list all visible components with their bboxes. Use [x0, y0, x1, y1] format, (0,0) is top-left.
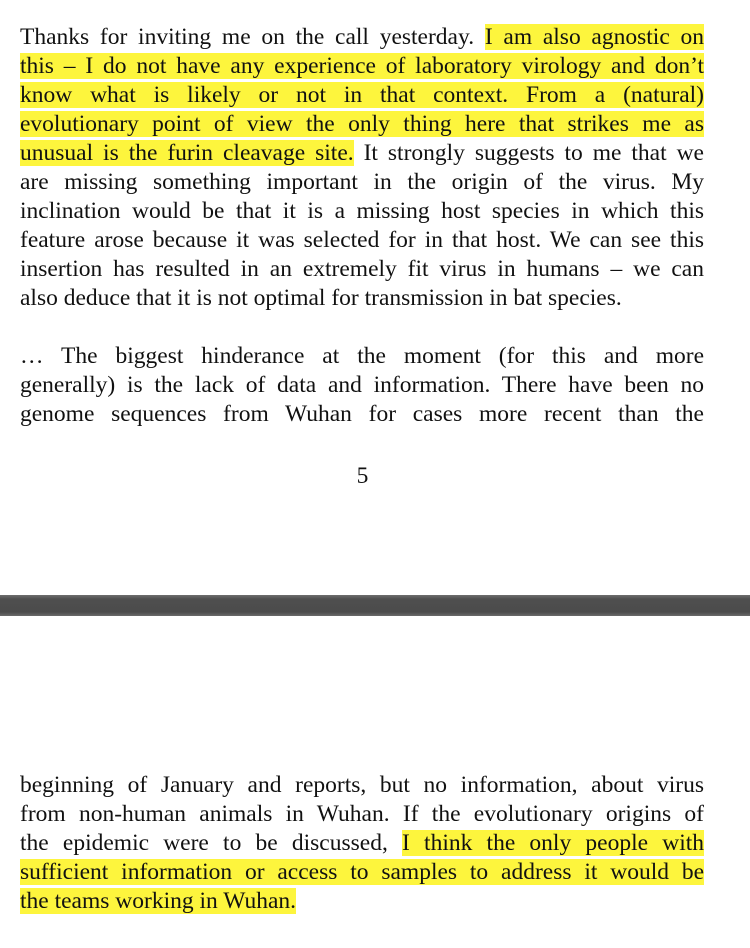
- text-run: It strongly suggests to me that we: [353, 140, 704, 166]
- highlighted-text: sufficient information or access to samples to address it would be: [20, 859, 704, 885]
- text-line: [20, 858, 704, 887]
- text-line: [20, 23, 704, 52]
- text-line: [20, 81, 704, 110]
- text-line: [20, 226, 704, 255]
- text-line: [20, 52, 704, 81]
- highlighted-text: I think the only people with: [402, 830, 705, 856]
- text-run: are missing something important in the origin of the virus. My: [20, 169, 704, 195]
- text-line: [20, 400, 704, 429]
- highlighted-text: evolutionary point of view the only thing here that strikes me as: [20, 111, 704, 137]
- text-line: [20, 800, 704, 829]
- text-line: [20, 110, 704, 139]
- page-divider: [0, 595, 750, 616]
- text-run: from non-human animals in Wuhan. If the evolutionary origins of: [20, 801, 704, 827]
- text-run: the epidemic were to be discussed,: [20, 830, 403, 856]
- highlighted-text: know what is likely or not in that context. From a (natural): [20, 82, 704, 108]
- text-run: … The biggest hinderance at the moment (for this and more: [20, 343, 704, 369]
- text-line: [20, 887, 704, 916]
- text-line: [20, 168, 704, 197]
- text-run: beginning of January and reports, but no information, about virus: [20, 772, 704, 798]
- page-number: 5: [356, 463, 369, 489]
- text-run: also deduce that it is not optimal for transmission in bat species.: [20, 285, 622, 311]
- highlighted-text: I am also agnostic on: [484, 24, 704, 50]
- text-run: generally) is the lack of data and information. There have been no: [20, 372, 704, 398]
- text-line: [20, 197, 704, 226]
- text-run: inclination would be that it is a missing host species in which this: [20, 198, 704, 224]
- highlighted-text: the teams working in Wuhan.: [20, 888, 296, 914]
- text-run: Thanks for inviting me on the call yesterday.: [20, 24, 485, 50]
- text-run: genome sequences from Wuhan for cases more recent than the: [20, 401, 704, 427]
- text-line: [20, 139, 704, 168]
- text-line: [20, 255, 704, 284]
- text-line: [20, 371, 704, 400]
- document-page-bottom: [0, 616, 750, 948]
- text-line: [20, 829, 704, 858]
- highlighted-text: unusual is the furin cleavage site.: [20, 140, 354, 166]
- highlighted-text: this – I do not have any experience of laboratory virology and don’t: [20, 53, 704, 79]
- text-run: insertion has resulted in an extremely fit virus in humans – we can: [20, 256, 704, 282]
- text-run: feature arose because it was selected for in that host. We can see this: [20, 227, 704, 253]
- text-line: [20, 342, 704, 371]
- text-line: [20, 284, 704, 313]
- text-line: [20, 771, 704, 800]
